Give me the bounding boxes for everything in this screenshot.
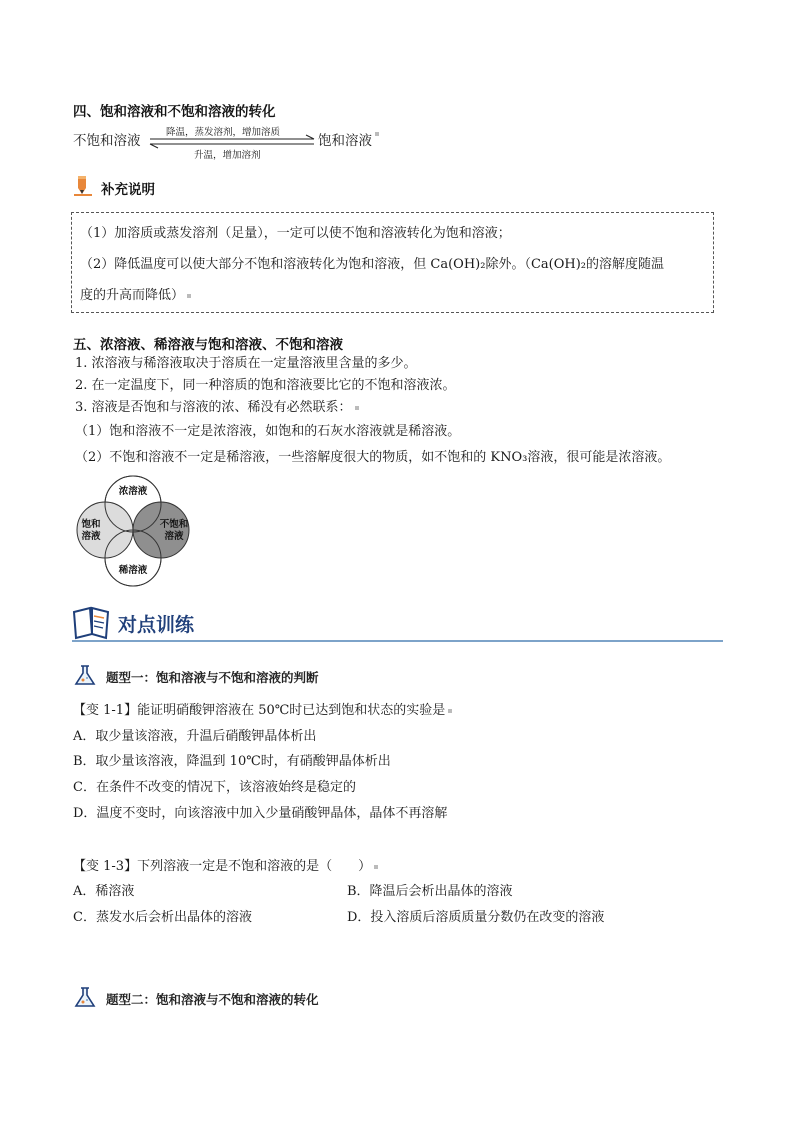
bottom-condition: 升温，增加溶剂 [194, 150, 261, 161]
venn-right-label-2: 溶液 [164, 531, 184, 542]
type1-title: 题型一：饱和溶液与不饱和溶液的判断 [106, 670, 319, 685]
q2-option-c: C．蒸发水后会析出晶体的溶液 [73, 910, 252, 925]
q1-option-a: A．取少量该溶液，升温后硝酸钾晶体析出 [73, 729, 317, 744]
flask-icon [72, 986, 98, 1010]
unsaturated-label: 不饱和溶液 [73, 133, 141, 149]
q2-option-d: D．投入溶质后溶质质量分数仍在改变的溶液 [347, 910, 605, 925]
q2-option-a: A．稀溶液 [73, 884, 135, 899]
q1-option-c: C．在条件不改变的情况下，该溶液始终是稳定的 [73, 780, 356, 795]
section5-item-3: 3. 溶液是否饱和与溶液的浓、稀没有必然联系： [75, 399, 359, 417]
q2-stem: 【变 1-3】下列溶液一定是不饱和溶液的是（ ） [73, 858, 378, 876]
supplement-line-1: （1）加溶质或蒸发溶剂（足量），一定可以使不饱和溶液转化为饱和溶液； [80, 226, 511, 241]
top-condition: 降温，蒸发溶剂，增加溶质 [166, 127, 281, 138]
q1-option-d: D．温度不变时，向该溶液中加入少量硝酸钾晶体，晶体不再溶解 [73, 806, 448, 821]
venn-top-label: 浓溶液 [118, 486, 148, 497]
training-rule [72, 640, 723, 642]
q1-option-b: B．取少量该溶液，降温到 10℃时，有硝酸钾晶体析出 [73, 754, 391, 769]
supplement-line-2: （2）降低温度可以使大部分不饱和溶液转化为饱和溶液，但 Ca(OH)₂除外。（Ca(OH)₂的溶解度随温 [80, 257, 664, 272]
pencil-icon [72, 174, 94, 198]
q1-stem: 【变 1-1】能证明硝酸钾溶液在 50℃时已达到饱和状态的实验是 [73, 702, 452, 720]
section5-heading: 五、浓溶液、稀溶液与饱和溶液、不饱和溶液 [73, 337, 343, 353]
saturated-label: 饱和溶液 [318, 132, 379, 150]
section5-item-2: 2. 在一定温度下，同一种溶质的饱和溶液要比它的不饱和溶液浓。 [75, 378, 456, 393]
supplement-title: 补充说明 [101, 182, 155, 198]
venn-diagram [74, 472, 194, 588]
training-title: 对点训练 [118, 614, 195, 636]
supplement-line-3: 度的升高而降低） [80, 287, 191, 305]
flask-icon [72, 664, 98, 688]
venn-right-label-1: 不饱和 [159, 519, 189, 530]
section5-item-1: 1. 浓溶液与稀溶液取决于溶质在一定量溶液里含量的多少。 [75, 356, 417, 371]
section5-item-5: （2）不饱和溶液不一定是稀溶液，一些溶解度很大的物质，如不饱和的 KNO₃溶液，很可能是浓溶液。 [75, 450, 671, 465]
venn-left-label-2: 溶液 [81, 531, 101, 542]
section4-heading: 四、饱和溶液和不饱和溶液的转化 [73, 104, 276, 120]
type2-title: 题型二：饱和溶液与不饱和溶液的转化 [106, 992, 319, 1007]
q2-option-b: B．降温后会析出晶体的溶液 [347, 884, 513, 899]
venn-bottom-label: 稀溶液 [118, 565, 148, 576]
book-icon [70, 604, 114, 640]
venn-left-label-1: 饱和 [81, 519, 101, 530]
section5-item-4: （1）饱和溶液不一定是浓溶液，如饱和的石灰水溶液就是稀溶液。 [75, 424, 461, 439]
